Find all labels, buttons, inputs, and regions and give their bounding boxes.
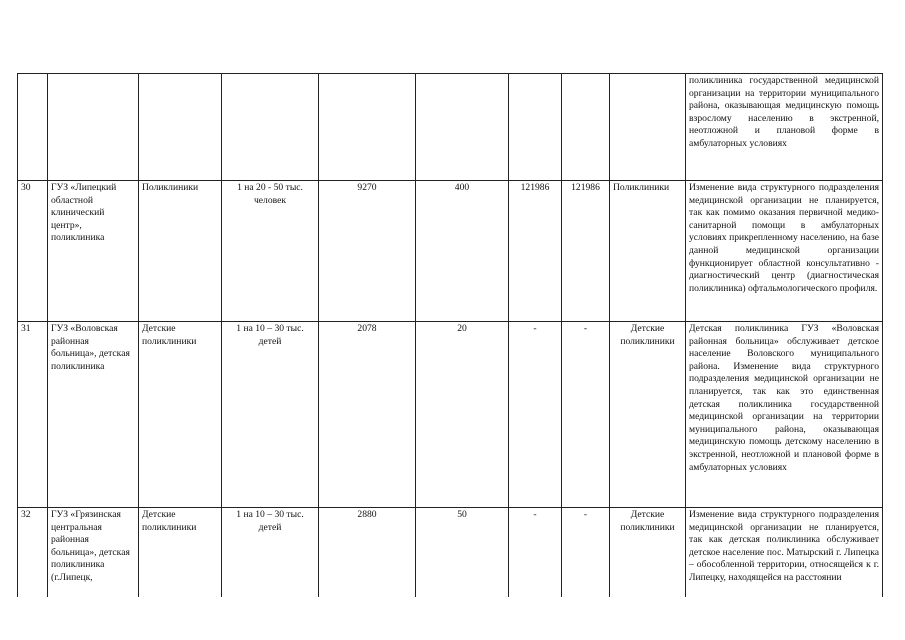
cell-org [48,74,139,181]
cell-v1: - [509,322,562,508]
cell-v2: - [562,322,610,508]
cell-norm: 1 на 10 – 30 тыс. детей [222,508,319,608]
cell-type2: Поликлиники [610,181,686,322]
cell-norm: 1 на 10 – 30 тыс. детей [222,322,319,508]
cell-org: ГУЗ «Грязинская центральная районная больница», детская поликлиника (г.Липецк, [48,508,139,608]
cell-type2: Детские поликлиники [610,508,686,608]
cell-pop: 9270 [319,181,416,322]
cell-capacity: 400 [416,181,509,322]
cell-type: Детские поликлиники [139,508,222,608]
cell-v2 [562,74,610,181]
cell-v1: - [509,508,562,608]
cell-norm [222,74,319,181]
cell-v2: 121986 [562,181,610,322]
cell-num [18,74,48,181]
cell-org: ГУЗ «Липецкий областной клинический центр», поликлиника [48,181,139,322]
cell-description: поликлиника государственной медицинской организации на территории муниципального района, оказывающая медицинскую помощь взрослому населению в экстренной, неотложной и плановой форме в амбулаторных условиях [686,74,883,181]
cell-num: 31 [18,322,48,508]
table-row-continuation [18,74,883,181]
cell-num: 30 [18,181,48,322]
cell-type: Детские поликлиники [139,322,222,508]
cell-type2 [610,74,686,181]
cell-description: Изменение вида структурного подразделения медицинской организации не планируется, так как детская поликлиника обслуживает детское население пос. Матырский г. Липецка – обособленной территории, относящейся к г. Липецку, находящейся на расстоянии [686,508,883,608]
cell-pop: 2078 [319,322,416,508]
table-row [18,181,883,322]
table-row [18,508,883,608]
cell-v1 [509,74,562,181]
cell-description: Детская поликлиника ГУЗ «Воловская районная больница» обслуживает детское население Воловского муниципального района. Изменение вида структурного подразделения медицинской организации не планируется, так как это единственная детская поликлиника государственной медицинской организации на территории муниципального района, оказывающая медицинскую помощь детскому населению в экстренной, неотложной и плановой форме в амбулаторных условиях [686,322,883,508]
cell-norm: 1 на 20 - 50 тыс. человек [222,181,319,322]
cell-description: Изменение вида структурного подразделения медицинской организации не планируется, так как помимо оказания первичной медико-санитарной помощи в амбулаторных условиях прикрепленному населению, на базе данной медицинской организации функционирует областной консультативно - диагностический центр (диагностическая поликлиника) офтальмологического профиля. [686,181,883,322]
cell-capacity [416,74,509,181]
facility-table [17,73,883,608]
cell-v1: 121986 [509,181,562,322]
cell-capacity: 20 [416,322,509,508]
cell-org: ГУЗ «Воловская районная больница», детская поликлиника [48,322,139,508]
cell-num: 32 [18,508,48,608]
cell-pop [319,74,416,181]
table-row [18,322,883,508]
cell-type [139,74,222,181]
cell-pop: 2880 [319,508,416,608]
cell-v2: - [562,508,610,608]
cell-type: Поликлиники [139,181,222,322]
cell-capacity: 50 [416,508,509,608]
page-bottom-margin [0,597,905,640]
cell-type2: Детские поликлиники [610,322,686,508]
